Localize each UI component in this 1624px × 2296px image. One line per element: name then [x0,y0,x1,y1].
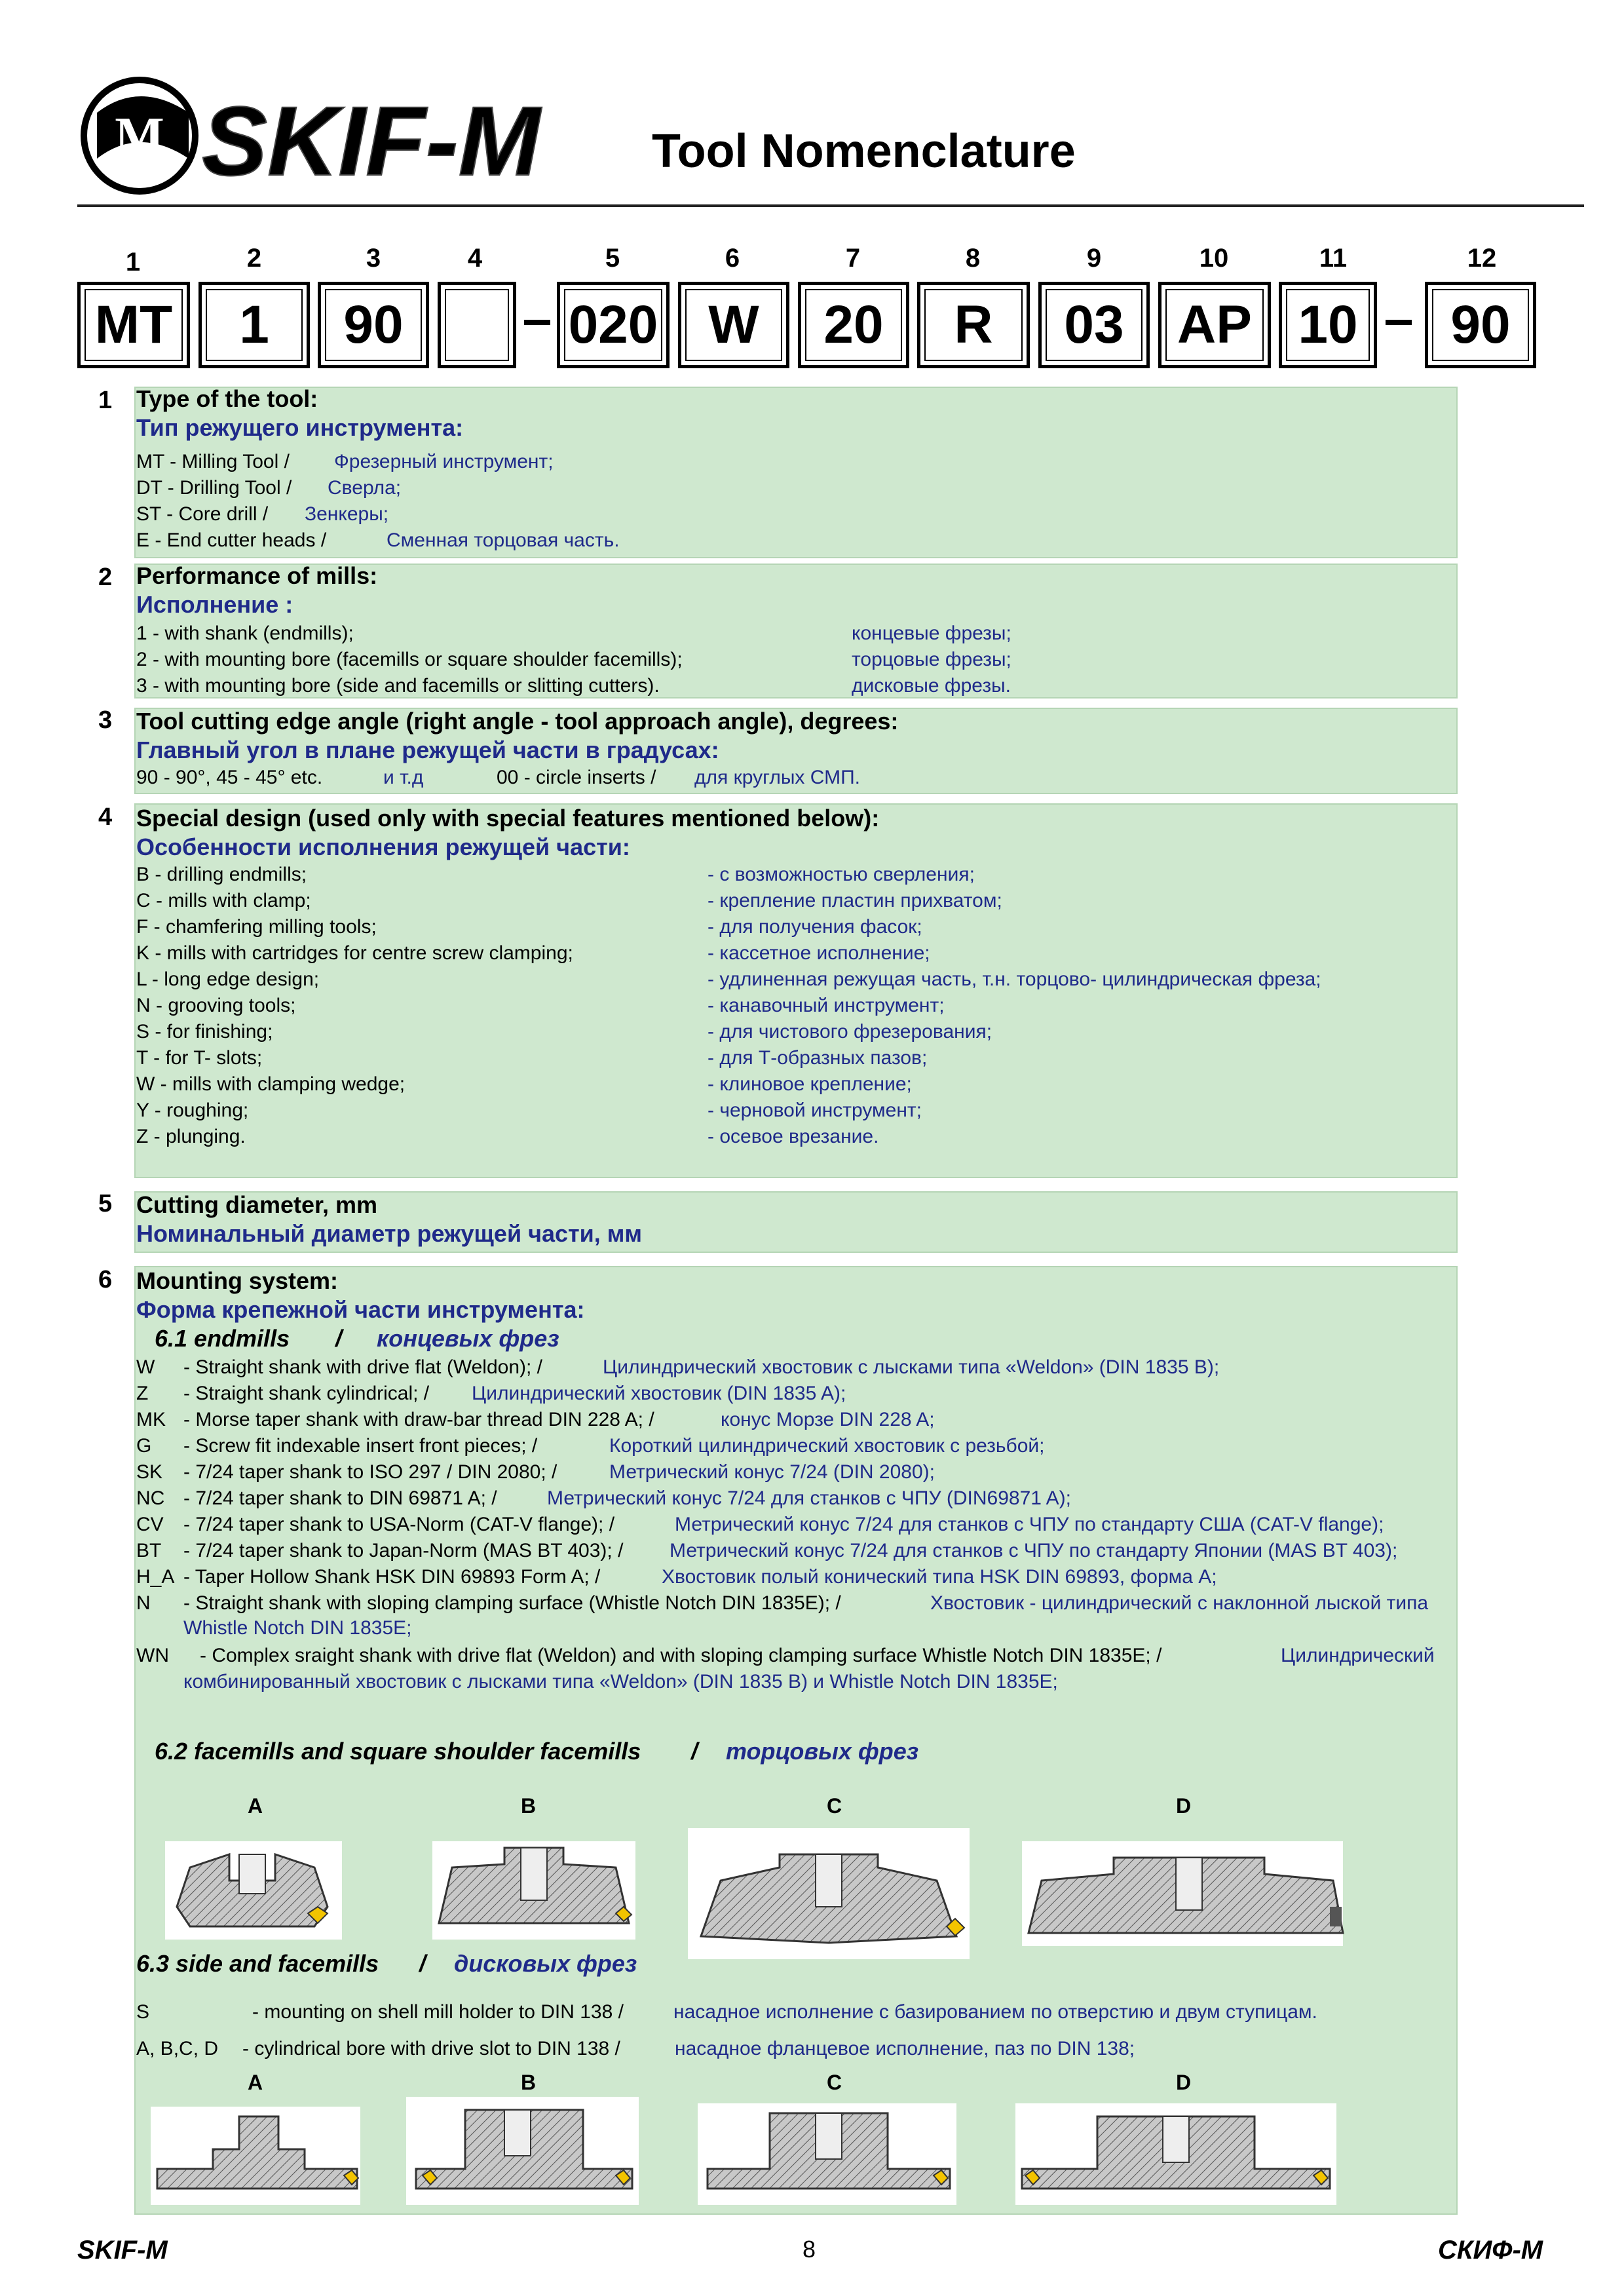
section-3-title-en: Tool cutting edge angle (right angle - tool approach angle), degrees: [136,708,899,735]
s6-item-ru: Метрический конус 7/24 для станков с ЧПУ по стандарту США (CAT-V flange); [675,1514,1384,1535]
diagram3-label-c: C [827,2071,842,2094]
s6-item-ru: Цилиндрический [1281,1645,1435,1666]
s4-item-ru: - осевое врезание. [708,1126,879,1147]
s4-item-en: L - long edge design; [136,968,320,990]
s6-s-code: S [136,2001,150,2023]
s6-item-en: - Straight shank with sloping clamping surface (Whistle Notch DIN 1835E); / [183,1592,841,1614]
code-box-1: MT [77,282,190,368]
diagram2-label-d: D [1176,1794,1192,1818]
s3-line-ru2: для круглых СМП. [694,767,860,788]
s6-item-en: - Screw fit indexable insert front pieces; / [183,1435,538,1457]
section-3-number: 3 [98,706,113,734]
s1-item-en: E - End cutter heads / [136,529,327,551]
s6-item-ru: Цилиндрический хвостовик (DIN 1835 A); [472,1383,846,1404]
code-box-5: 020 [557,282,670,368]
s6-item-ru: Метрический конус 7/24 (DIN 2080); [609,1461,935,1483]
diagram3-label-a: A [248,2071,263,2094]
s2-item-ru: концевые фрезы; [852,622,1011,644]
s6-item-ru-cont: Whistle Notch DIN 1835E; [183,1617,412,1639]
diagram2-label-c: C [827,1794,842,1818]
s4-item-ru: - кассетное исполнение; [708,942,930,964]
s6-item-en: - 7/24 taper shank to Japan-Norm (MAS BT 403); / [183,1540,624,1561]
s6-code: NC [136,1487,165,1509]
s6-item-en: - 7/24 taper shank to DIN 69871 A; / [183,1487,497,1509]
s1-item-ru: Фрезерный инструмент; [334,451,554,472]
s2-item-en: 3 - with mounting bore (side and facemills or slitting cutters). [136,675,660,697]
s4-item-en: Y - roughing; [136,1100,249,1121]
section-6-title-ru: Форма крепежной части инструмента: [136,1296,585,1323]
s2-item-ru: торцовые фрезы; [852,649,1011,670]
page-number: 8 [803,2236,816,2263]
logo-letter: M [115,107,164,165]
s1-item-en: DT - Drilling Tool / [136,477,292,499]
s6-abcd-en: - cylindrical bore with drive slot to DIN 138 / [242,2038,620,2059]
s6-abcd-ru: насадное фланцевое исполнение, паз по DIN 138; [675,2038,1135,2059]
s4-item-ru: - для получения фасок; [708,916,922,938]
s6-item-ru: Цилиндрический хвостовик с лысками типа «Weldon» (DIN 1835 B); [603,1356,1220,1378]
section-5-title-en: Cutting diameter, mm [136,1191,378,1218]
s6-item-en: - Straight shank cylindrical; / [183,1383,430,1404]
s4-item-ru: - удлиненная режущая часть, т.н. торцово- цилиндрическая фреза; [708,968,1321,990]
diagram2-label-b: B [521,1794,537,1818]
section-2-title-ru: Исполнение : [136,591,293,618]
s4-item-en: S - for finishing; [136,1021,273,1043]
s2-item-ru: дисковые фрезы. [852,675,1011,697]
s1-item-en: ST - Core drill / [136,503,269,525]
code-num-5: 5 [605,244,620,273]
facemill-a-drawing [165,1841,342,1940]
code-num-1: 1 [125,248,141,277]
s6-sub3-ru: дисковых фрез [454,1950,637,1977]
s6-sub2-sep: / [691,1738,698,1765]
s4-item-ru: - канавочный инструмент; [708,995,945,1016]
logo-brand-text: SKIF-M [202,86,540,196]
s6-sub3-sep: / [419,1950,426,1977]
section-5-number: 5 [98,1190,113,1217]
sidemill-d-drawing [1015,2103,1336,2205]
code-num-2: 2 [246,244,262,273]
s6-code: W [136,1356,155,1378]
s6-item-ru: Короткий цилиндрический хвостовик с резьбой; [609,1435,1045,1457]
s6-abcd-code: A, B,C, D [136,2038,219,2059]
diagram2-label-a: A [248,1794,263,1818]
s2-item-en: 2 - with mounting bore (facemills or square shoulder facemills); [136,649,683,670]
s1-item-ru: Зенкеры; [305,503,389,525]
code-dash-2 [1386,320,1412,325]
facemill-c-drawing [688,1828,970,1959]
s6-code: H_A [136,1566,175,1588]
code-num-9: 9 [1086,244,1102,273]
s4-item-ru: - черновой инструмент; [708,1100,922,1121]
code-num-12: 12 [1467,244,1497,273]
code-box-2: 1 [198,282,310,368]
code-box-8: R [917,282,1030,368]
s3-line-en2: 00 - circle inserts / [497,767,656,788]
s6-s-en: - mounting on shell mill holder to DIN 138 / [252,2001,624,2023]
s6-sub2-ru: торцовых фрез [726,1738,919,1765]
diagram3-label-d: D [1176,2071,1192,2094]
code-box-11: 10 [1279,282,1377,368]
facemill-b-drawing [432,1841,635,1940]
s6-item-ru: конус Морзе DIN 228 A; [721,1409,935,1430]
s6-code: CV [136,1514,164,1535]
code-box-12: 90 [1425,282,1536,368]
s6-code: WN [136,1645,169,1666]
s4-item-ru: - для чистового фрезерования; [708,1021,992,1043]
s6-sub1-ru: концевых фрез [377,1325,559,1352]
s6-item-ru: Метрический конус 7/24 для станков с ЧПУ (DIN69871 A); [547,1487,1071,1509]
section-4-number: 4 [98,803,113,831]
footer-brand-right: СКИФ-М [1438,2236,1543,2265]
code-box-7: 20 [798,282,909,368]
code-box-9: 03 [1038,282,1150,368]
s6-item-en: - 7/24 taper shank to USA-Norm (CAT-V flange); / [183,1514,615,1535]
s6-item-en: - Complex sraight shank with drive flat (Weldon) and with sloping clamping surface Whistle Notch DIN 1835E; / [200,1645,1162,1666]
s6-code: BT [136,1540,162,1561]
code-box-6: W [678,282,789,368]
s4-item-en: W - mills with clamping wedge; [136,1073,406,1095]
s3-line-en: 90 - 90°, 45 - 45° etc. [136,767,323,788]
s4-item-en: F - chamfering milling tools; [136,916,377,938]
code-num-7: 7 [845,244,861,273]
s6-item-ru: Хвостовик - цилиндрический с наклонной лыской типа [930,1592,1429,1614]
s6-sub2-en: 6.2 facemills and square shoulder facemills [155,1738,641,1765]
s6-code: G [136,1435,152,1457]
s4-item-en: K - mills with cartridges for centre screw clamping; [136,942,573,964]
section-3-title-ru: Главный угол в плане режущей части в градусах: [136,737,719,763]
s4-item-en: C - mills with clamp; [136,890,311,911]
s4-item-en: Z - plunging. [136,1126,246,1147]
code-num-8: 8 [965,244,981,273]
section-6-title-en: Mounting system: [136,1267,339,1294]
sidemill-c-drawing [698,2103,956,2205]
code-num-10: 10 [1199,244,1229,273]
s6-item-ru: Хвостовик полый конический типа HSK DIN 69893, форма A; [662,1566,1217,1588]
s1-item-ru: Сменная торцовая часть. [387,529,620,551]
s6-item-ru-cont: комбинированный хвостовик с лысками типа «Weldon» (DIN 1835 B) и Whistle Notch DIN 1835E; [183,1671,1058,1693]
s1-item-ru: Сверла; [328,477,402,499]
s6-code: Z [136,1383,149,1404]
section-1-title-ru: Тип режущего инструмента: [136,414,464,441]
code-box-10: AP [1158,282,1271,368]
section-5-title-ru: Номинальный диаметр режущей части, мм [136,1220,643,1247]
section-1-title-en: Type of the tool: [136,385,318,412]
code-dash-1 [524,320,550,325]
section-6-number: 6 [98,1266,113,1293]
s6-item-en: - Taper Hollow Shank HSK DIN 69893 Form A; / [183,1566,601,1588]
section-4-title-en: Special design (used only with special features mentioned below): [136,805,880,832]
header-divider [77,204,1584,207]
s6-sub1-sep: / [335,1325,343,1352]
s3-line-ru: и т.д [383,767,424,788]
section-1-number: 1 [98,387,113,414]
sidemill-drawings [147,2097,1359,2208]
s6-sub1-en: 6.1 endmills [155,1325,290,1352]
s6-code: SK [136,1461,163,1483]
sidemill-a-drawing [151,2107,360,2205]
section-2-title-en: Performance of mills: [136,562,378,589]
s2-item-en: 1 - with shank (endmills); [136,622,354,644]
s4-item-ru: - крепление пластин прихватом; [708,890,1002,911]
sidemill-b-drawing [406,2097,639,2205]
s6-code: MK [136,1409,166,1430]
s6-item-en: - Morse taper shank with draw-bar thread DIN 228 A; / [183,1409,654,1430]
s4-item-ru: - с возможностью сверления; [708,864,975,885]
s4-item-ru: - клиновое крепление; [708,1073,912,1095]
facemill-drawings [164,1828,1356,1966]
section-4-title-ru: Особенности исполнения режущей части: [136,833,630,860]
section-2-number: 2 [98,564,113,591]
code-box-3: 90 [318,282,429,368]
s6-s-ru: насадное исполнение с базированием по отверстию и двум ступицам. [673,2001,1317,2023]
brand-logo [77,73,562,198]
s4-item-en: B - drilling endmills; [136,864,307,885]
code-num-4: 4 [467,244,483,273]
s6-code: N [136,1592,151,1614]
code-num-11: 11 [1319,244,1348,273]
s4-item-ru: - для Т-образных пазов; [708,1047,928,1069]
s4-item-en: N - grooving tools; [136,995,296,1016]
s6-item-en: - 7/24 taper shank to ISO 297 / DIN 2080; / [183,1461,557,1483]
page-title: Tool Nomenclature [652,125,1076,178]
footer-brand-left: SKIF-M [77,2236,168,2265]
code-num-6: 6 [725,244,740,273]
diagram3-label-b: B [521,2071,537,2094]
s1-item-en: MT - Milling Tool / [136,451,290,472]
s6-item-ru: Метрический конус 7/24 для станков с ЧПУ по стандарту Японии (MAS BT 403); [670,1540,1398,1561]
s4-item-en: T - for T- slots; [136,1047,263,1069]
facemill-d-drawing [1022,1841,1343,1946]
s6-sub3-en: 6.3 side and facemills [136,1950,379,1977]
s6-item-en: - Straight shank with drive flat (Weldon); / [183,1356,542,1378]
code-num-3: 3 [366,244,381,273]
code-box-4 [438,282,516,368]
section-1-panel [134,387,1458,558]
